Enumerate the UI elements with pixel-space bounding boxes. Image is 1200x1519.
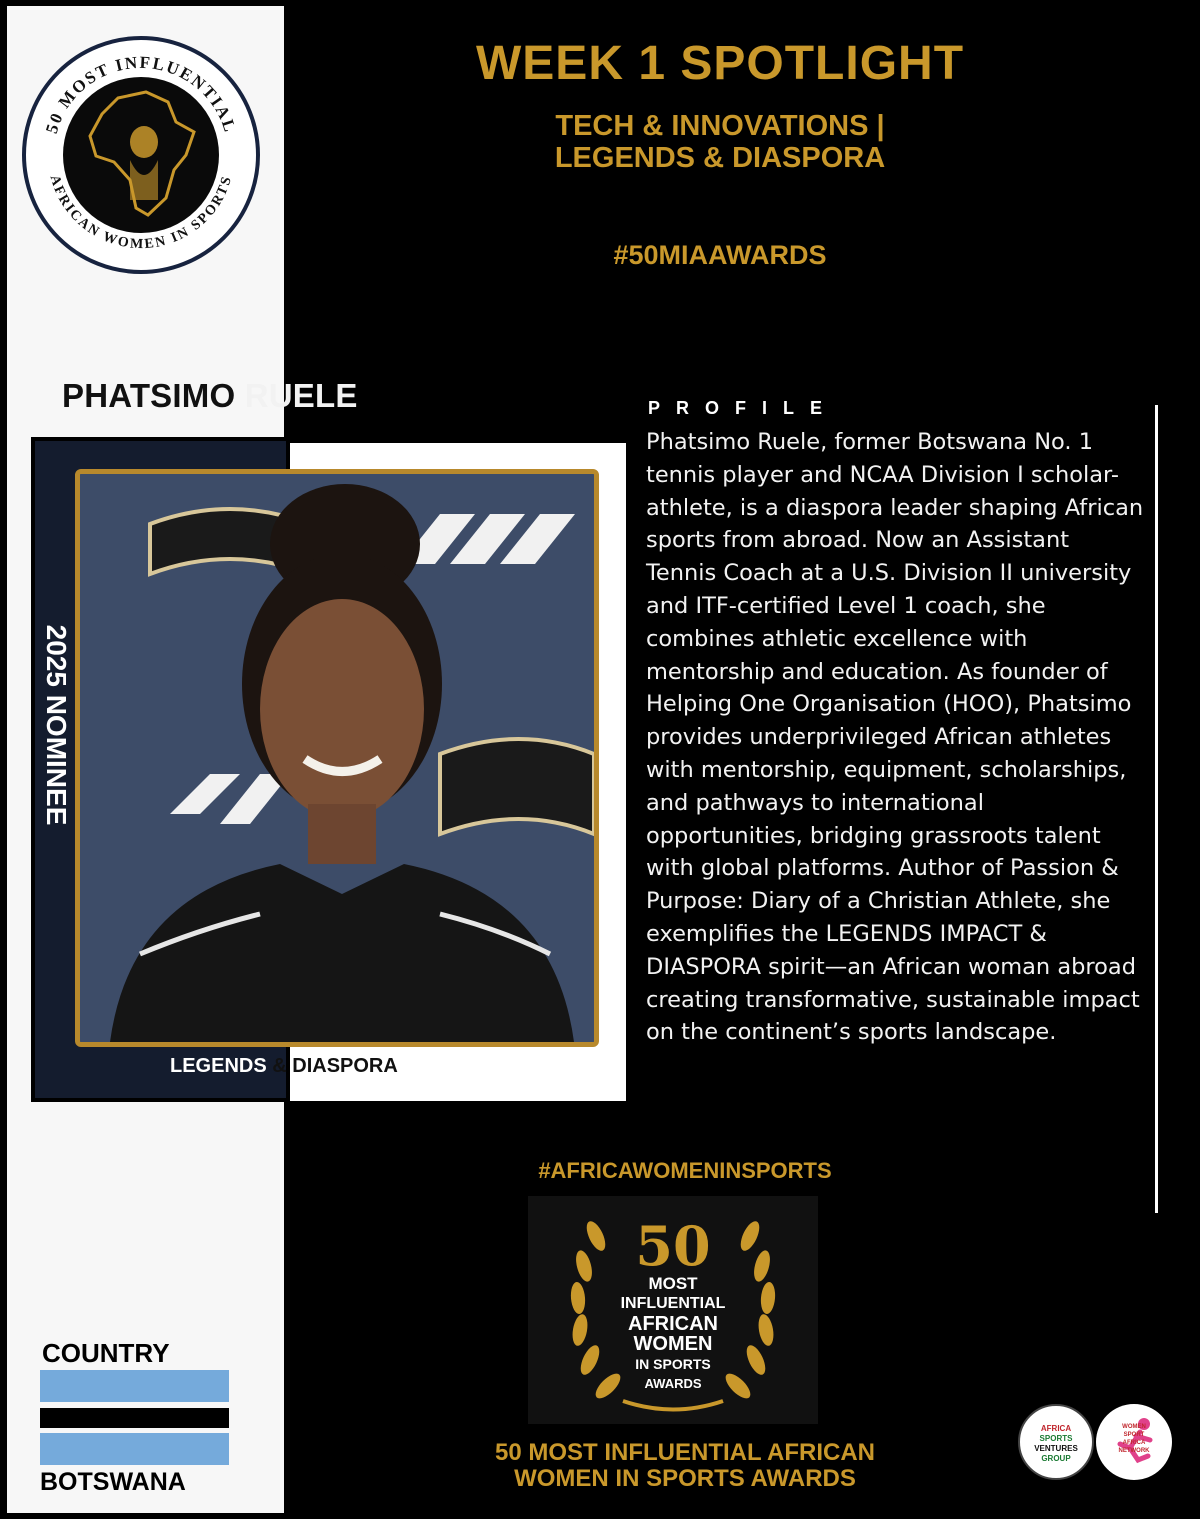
award-emblem	[528, 1196, 818, 1424]
partner-two-line-4: NETWORK	[1118, 1448, 1150, 1454]
award-number: 50	[635, 1214, 711, 1278]
50-most-influential-logo	[22, 36, 260, 274]
subtitle-line-2: LEGENDS & DIASPORA	[554, 142, 886, 174]
category-part-2: & DIASPORA	[272, 1055, 398, 1077]
partner-one-line-3: VENTURES	[1034, 1444, 1078, 1453]
women-sport-africa-network-logo	[1096, 1404, 1172, 1480]
footer-title	[430, 1440, 940, 1492]
africa-sports-ventures-logo	[1018, 1404, 1094, 1480]
award-line-6: AWARDS	[644, 1376, 702, 1391]
country-name: BOTSWANA	[40, 1468, 186, 1496]
nominee-photo	[75, 469, 599, 1047]
nominee-name	[62, 377, 358, 415]
nominee-category	[170, 1055, 398, 1078]
logo-bottom-text: AFRICAN WOMEN IN SPORTS	[46, 173, 236, 253]
page-subtitle	[310, 110, 1130, 174]
partner-one-line-1: AFRICA	[1040, 1424, 1072, 1433]
award-line-3: AFRICAN	[628, 1313, 718, 1335]
botswana-flag-stripe-top	[40, 1370, 229, 1402]
partner-two-line-3: AFRICA	[1122, 1440, 1146, 1446]
footer-title-line-2: WOMEN IN SPORTS AWARDS	[514, 1465, 856, 1492]
award-line-1: MOST	[648, 1274, 698, 1293]
botswana-flag-stripe-middle	[40, 1408, 229, 1428]
nominee-badge-text: 2025 NOMINEE	[41, 624, 72, 826]
subtitle-line-1: TECH & INNOVATIONS |	[555, 110, 885, 142]
profile-text: Phatsimo Ruele, former Botswana No. 1 tennis player and NCAA Division I scholar-athlete, is a diaspora leader shaping African sports from abroad. Now an Assistant Tennis Coach at a U.S. Division II university and ITF-certified Level 1 coach, she combines athletic excellence with mentorship and education. As founder of Helping One Organisation (HOO), Phatsimo provides underprivileged African athletes with mentorship, equipment, scholarships, and pathways to international opportunities, bridging grassroots talent with global platforms. Author of Passion & Purpose: Diary of a Christian Athlete, she exemplifies the LEGENDS IMPACT & DIASPORA spirit—an African woman abroad creating transformative, sustainable impact on the continent’s sports landscape.	[646, 429, 1144, 1046]
woman-silhouette-icon	[130, 126, 158, 158]
profile-heading: PROFILE	[648, 398, 839, 418]
award-text	[528, 1274, 818, 1394]
nominee-last-name: RUELE	[244, 377, 358, 414]
partner-two-line-1: WOMEN	[1122, 1424, 1146, 1430]
award-line-2: INFLUENTIAL	[620, 1295, 726, 1312]
hashtag-awards: #50MIAAWARDS	[613, 240, 827, 270]
award-line-4: WOMEN	[633, 1333, 713, 1355]
country-label: COUNTRY	[42, 1338, 170, 1368]
hashtag-africa-women: #AFRICAWOMENINSPORTS	[538, 1158, 832, 1183]
page-title: WEEK 1 SPOTLIGHT	[475, 37, 965, 90]
category-part-1: LEGENDS	[170, 1055, 267, 1077]
nominee-first-name: PHATSIMO	[62, 377, 236, 414]
partner-one-line-4: GROUP	[1041, 1454, 1071, 1463]
vertical-divider	[1155, 405, 1158, 1213]
partner-one-line-2: SPORTS	[1039, 1434, 1073, 1443]
logo-top-text: 50 MOST INFLUENTIAL	[41, 52, 241, 136]
nominee-badge	[36, 590, 76, 860]
botswana-flag-stripe-bottom	[40, 1433, 229, 1465]
partner-two-line-2: SPORT	[1123, 1432, 1145, 1438]
footer-title-line-1: 50 MOST INFLUENTIAL AFRICAN	[494, 1439, 875, 1466]
award-line-5: IN SPORTS	[635, 1356, 711, 1372]
